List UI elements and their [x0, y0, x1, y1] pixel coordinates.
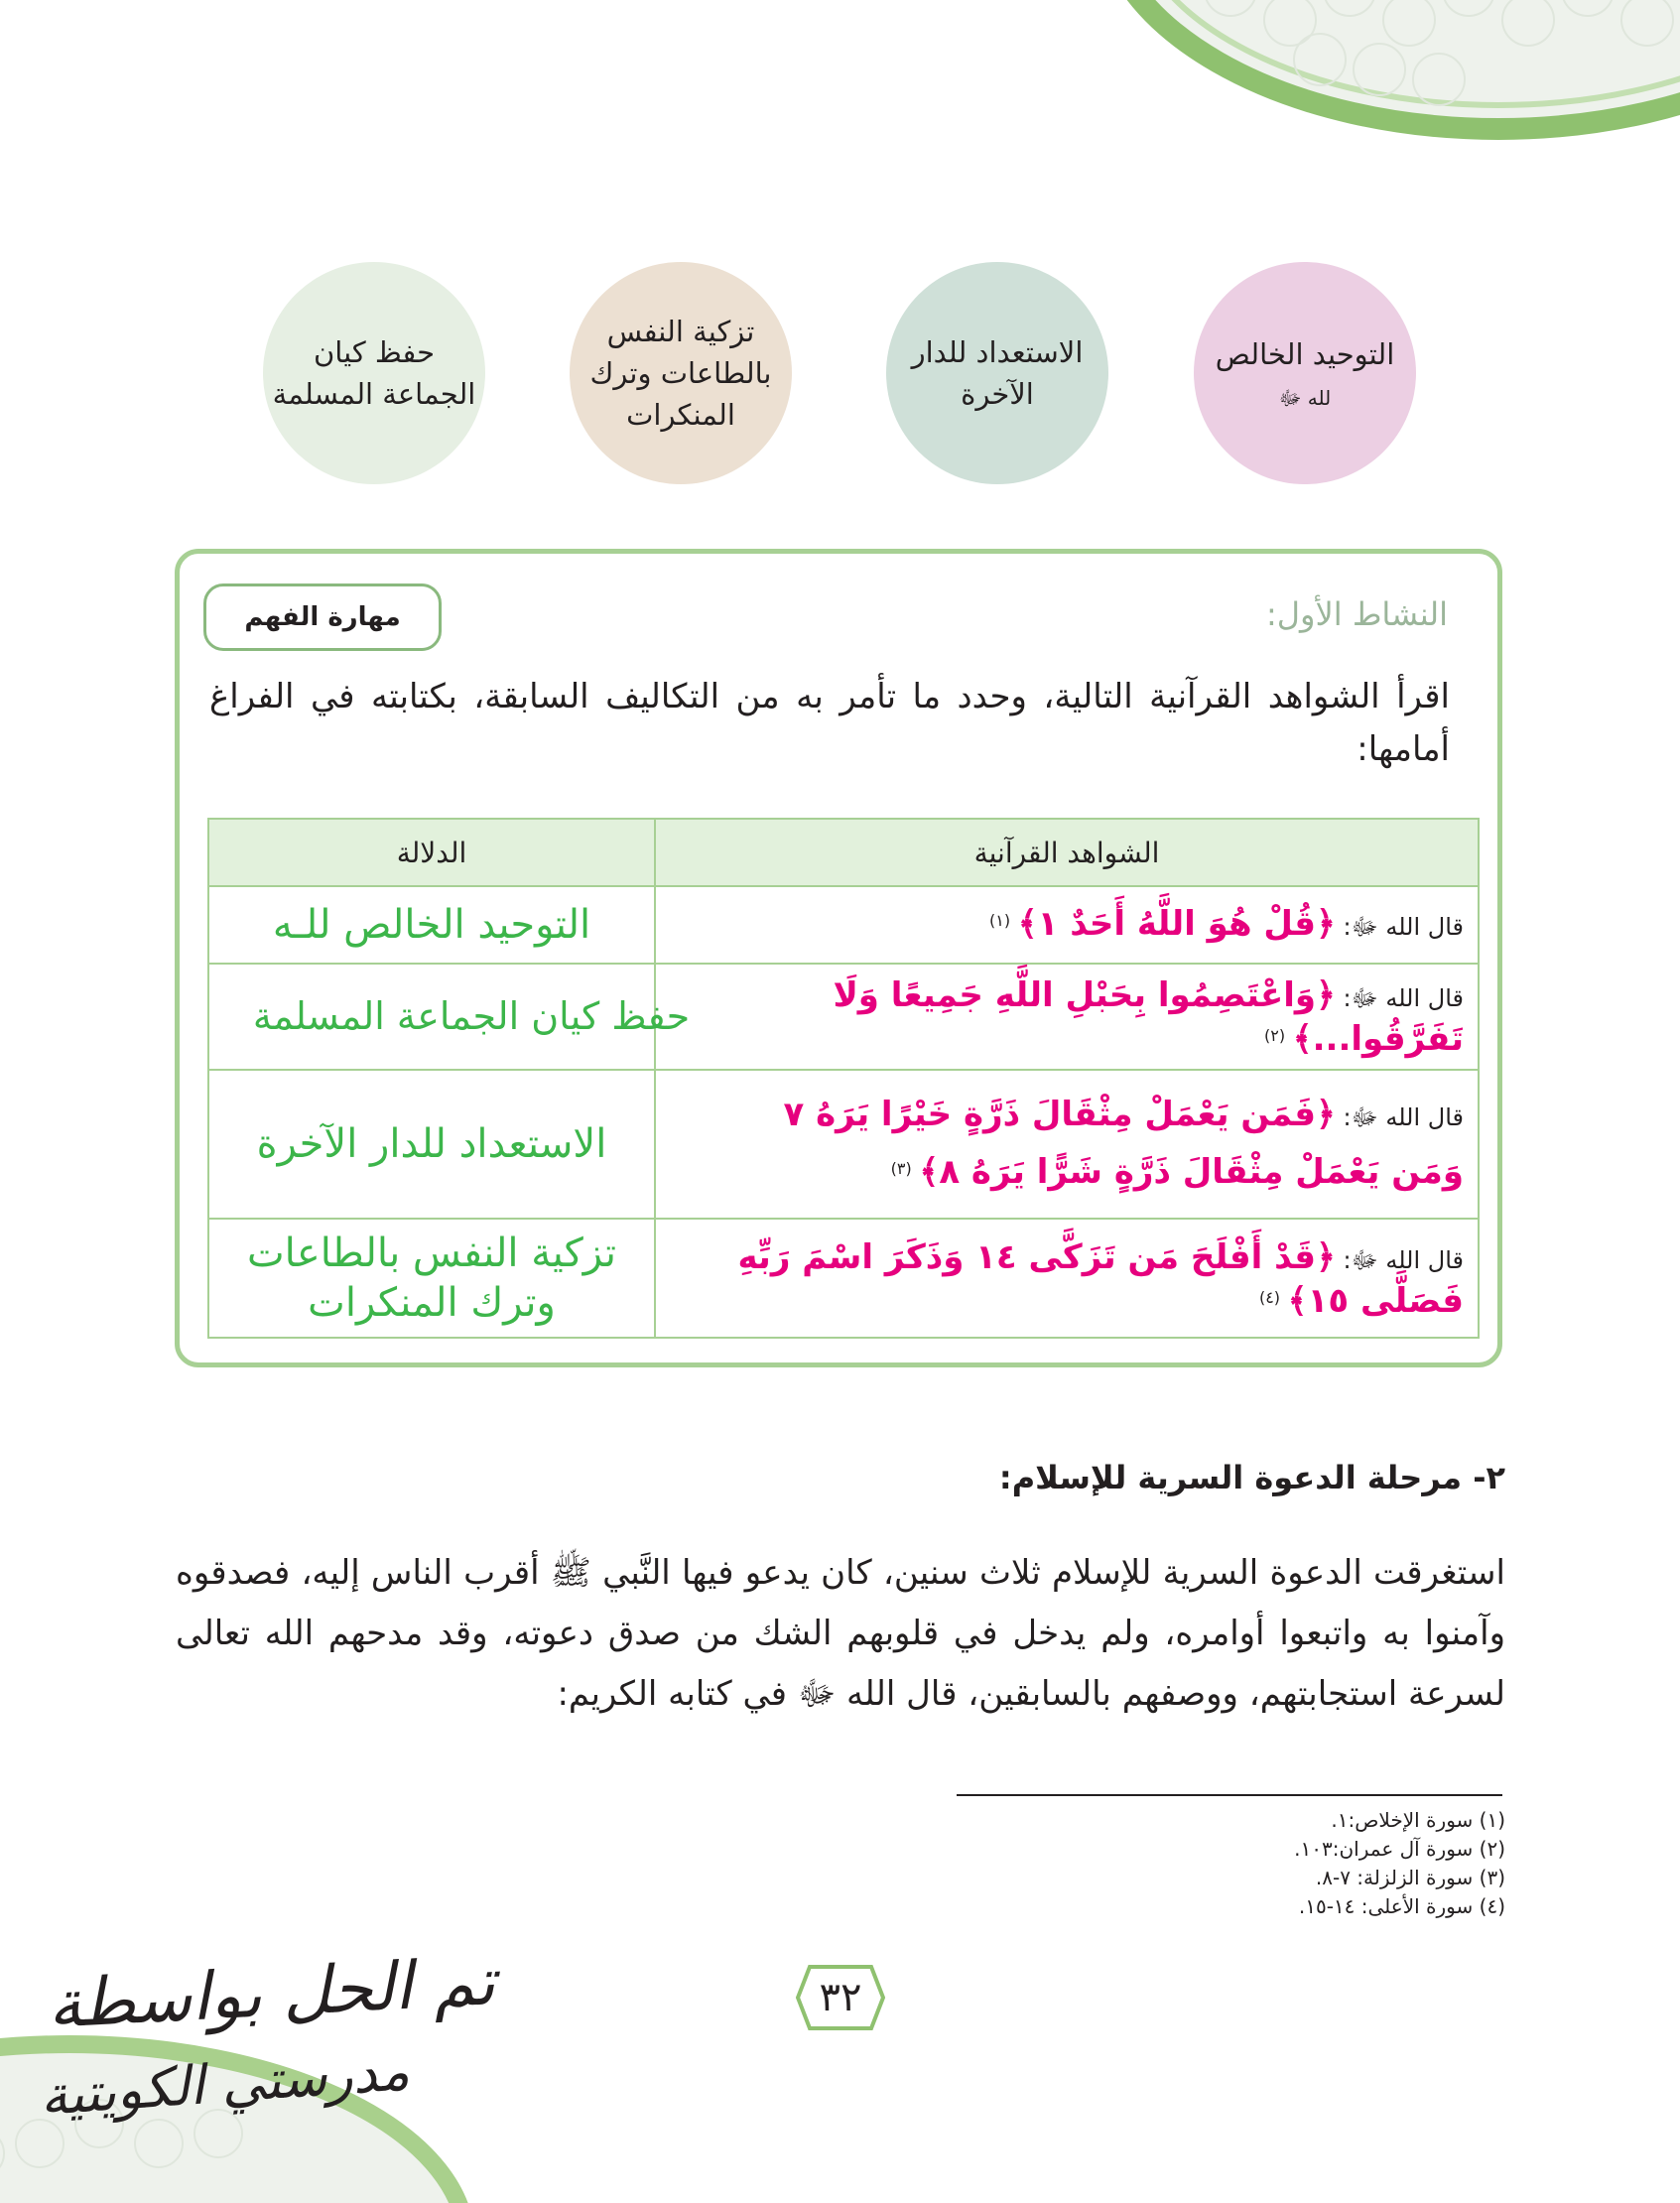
footnote-ref: (٣) [890, 1159, 912, 1178]
footnote-item: (٣) سورة الزلزلة: ٧-٨. [1315, 1866, 1505, 1889]
answer-cell: الاستعداد للدار الآخرة [208, 1070, 655, 1219]
decorative-corner-top [1082, 0, 1680, 179]
circle-pure-monotheism [1194, 262, 1416, 484]
circle-text: الاستعداد للدار [911, 334, 1084, 369]
circle-soul-purification [570, 262, 792, 484]
page-number-text: ٣٢ [819, 1975, 862, 2020]
verse-cell [655, 964, 1479, 1070]
circle-community-preservation [263, 262, 485, 484]
circle-text: تزكية النفس [606, 314, 755, 348]
activity-instruction: اقرأ الشواهد القرآنية التالية، وحدد ما تأمر به من التكاليف السابقة، بكتابته في الفراغ أمامها: [209, 677, 1450, 769]
verse-text-line2: وَمَن يَعْمَلْ مِثْقَالَ ذَرَّةٍ شَرًّا يَرَهُ ٨﴾ [919, 1152, 1464, 1192]
verse-text: ﴿قُلْ هُوَ اللَّهُ أَحَدٌ ١﴾ [1017, 904, 1336, 944]
verses-table [207, 818, 1480, 1339]
answer-text: تزكية النفس بالطاعات [246, 1231, 616, 1276]
table-header-row [208, 819, 1479, 886]
verse-text: ﴿فَمَن يَعْمَلْ مِثْقَالَ ذَرَّةٍ خَيْرًا يَرَهُ ٧ [783, 1095, 1336, 1135]
footnote-divider [957, 1794, 1502, 1796]
column-header-meaning: الدلالة [208, 819, 655, 886]
circle-text: بالطاعات وترك [589, 355, 772, 390]
circle-hereafter-preparation [886, 262, 1108, 484]
table-row [208, 886, 1479, 964]
circle-text: المنكرات [626, 398, 735, 433]
section-paragraph: استغرقت الدعوة السرية للإسلام ثلاث سنين، كان يدعو فيها النَّبي ﷺ أقرب الناس إليه، فصدقوه وآمنوا به واتبعوا أوامره، ولم يدخل في قلوبهم الشك من صدق دعوته، وقد مدحهم الله تعالى لسرعة استجابتهم، ووصفهم بالسابقين، قال الله ﷻ في كتابه الكريم: [176, 1553, 1505, 1715]
verse-cell [655, 1070, 1479, 1219]
activity-title: النشاط الأول: [1266, 595, 1448, 633]
answer-text: وترك المنكرات [308, 1280, 556, 1326]
handwritten-note: تم الحل بواسطة [46, 1943, 497, 2043]
handwritten-note: مدرستي الكويتية [38, 2039, 412, 2128]
answer-cell [208, 1219, 655, 1338]
verse-cell [655, 886, 1479, 964]
answer-cell [208, 964, 691, 1070]
answer-cell: التوحيد الخالص للـه [208, 886, 655, 964]
verse-intro: قال الله ﷻ: [1343, 913, 1464, 941]
table-row [208, 1070, 1479, 1219]
verse-intro: قال الله ﷻ: [1343, 1103, 1464, 1132]
circle-text: الآخرة [961, 377, 1034, 411]
column-header-verses: الشواهد القرآنية [655, 819, 1479, 886]
footnote-item: (٤) سورة الأعلى: ١٤-١٥. [1298, 1894, 1505, 1918]
skill-badge: مهارة الفهم [203, 583, 442, 651]
footnotes [960, 1806, 1505, 1921]
circle-text: حفظ كيان [313, 334, 436, 369]
circle-text: التوحيد الخالص [1215, 337, 1395, 372]
verse-cell [655, 1219, 1479, 1338]
circle-text: الجماعة المسلمة [272, 377, 476, 411]
answer-text: حفظ كيان الجماعة المسلمة [252, 993, 691, 1038]
section-heading: ٢- مرحلة الدعوة السرية للإسلام: [998, 1459, 1505, 1496]
footnote-item: (٢) سورة آل عمران:١٠٣. [1294, 1837, 1505, 1861]
verse-text: ﴿قَدْ أَفْلَحَ مَن تَزَكَّى ١٤ وَذَكَرَ اسْمَ رَبِّهِ فَصَلَّى ١٥﴾ [737, 1236, 1464, 1321]
circle-text: لله ﷻ [1278, 385, 1332, 410]
footnote-ref: (٢) [1263, 1026, 1286, 1045]
verse-intro: قال الله ﷻ: [1343, 1245, 1464, 1274]
verse-intro: قال الله ﷻ: [1343, 984, 1464, 1012]
table-row [208, 1219, 1479, 1338]
table-row [208, 964, 1479, 1070]
footnote-ref: (١) [988, 911, 1011, 930]
footnote-ref: (٤) [1258, 1287, 1281, 1307]
page-number [794, 1963, 887, 2032]
activity-box [175, 549, 1502, 1367]
verse-text: ﴿وَاعْتَصِمُوا بِحَبْلِ اللَّهِ جَمِيعًا وَلَا تَفَرَّقُوا...﴾ [833, 975, 1464, 1059]
footnote-item: (١) سورة الإخلاص:١. [1331, 1808, 1505, 1832]
